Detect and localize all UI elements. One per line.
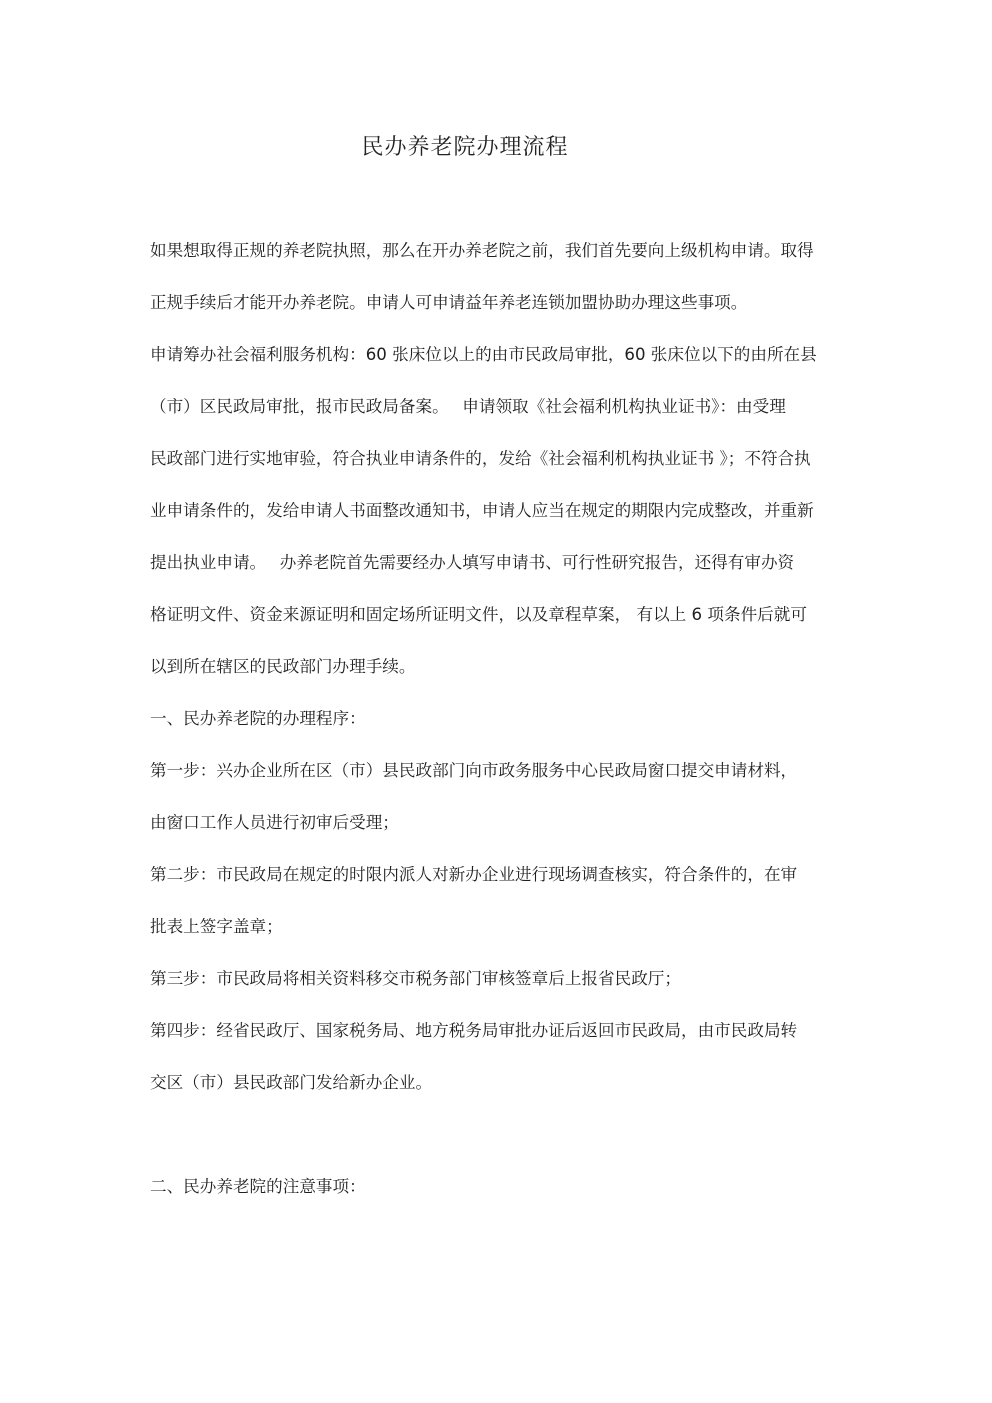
text-line-8: 格证明文件、资金来源证明和固定场所证明文件，以及章程草案， 有以上 6 项条件后就可 <box>150 605 807 624</box>
step-4-line-1: 第四步：经省民政厅、国家税务局、地方税务局审批办证后返回市民政局，由市民政局转 <box>150 1021 798 1040</box>
text-line-1: 如果想取得正规的养老院执照，那么在开办养老院之前，我们首先要向上级机构申请。取得 <box>150 241 814 260</box>
step-3-line-1: 第三步：市民政局将相关资料移交市税务部门审核签章后上报省民政厅； <box>150 969 681 988</box>
text-line-5: 民政部门进行实地审验，符合执业申请条件的，发给《社会福利机构执业证书 》；不符合执 <box>150 449 811 468</box>
text-line-6: 业申请条件的，发给申请人书面整改通知书，申请人应当在规定的期限内完成整改，并重新 <box>150 501 814 520</box>
step-2-line-2: 批表上签字盖章； <box>150 917 283 936</box>
text-line-2: 正规手续后才能开办养老院。申请人可申请益年养老连锁加盟协助办理这些事项。 <box>150 293 748 312</box>
step-2-line-1: 第二步：市民政局在规定的时限内派人对新办企业进行现场调查核实，符合条件的，在审 <box>150 865 798 884</box>
text-line-3: 申请筹办社会福利服务机构：60 张床位以上的由市民政局审批，60 张床位以下的由所在县 <box>150 345 817 364</box>
text-line-7: 提出执业申请。 办养老院首先需要经办人填写申请书、可行性研究报告，还得有审办资 <box>150 553 795 572</box>
step-1-line-1: 第一步：兴办企业所在区（市）县民政部门向市政务服务中心民政局窗口提交申请材料， <box>150 761 798 780</box>
document-title: 民办养老院办理流程 <box>361 135 569 160</box>
text-line-4: （市）区民政局审批，报市民政局备案。 申请领取《社会福利机构执业证书》：由受理 <box>150 397 786 416</box>
text-line-9: 以到所在辖区的民政部门办理手续。 <box>150 657 416 676</box>
step-4-line-2: 交区（市）县民政部门发给新办企业。 <box>150 1073 433 1092</box>
section-heading-1: 一、民办养老院的办理程序： <box>150 709 366 728</box>
section-heading-2: 二、民办养老院的注意事项： <box>150 1177 366 1196</box>
step-1-line-2: 由窗口工作人员进行初审后受理； <box>150 813 399 832</box>
